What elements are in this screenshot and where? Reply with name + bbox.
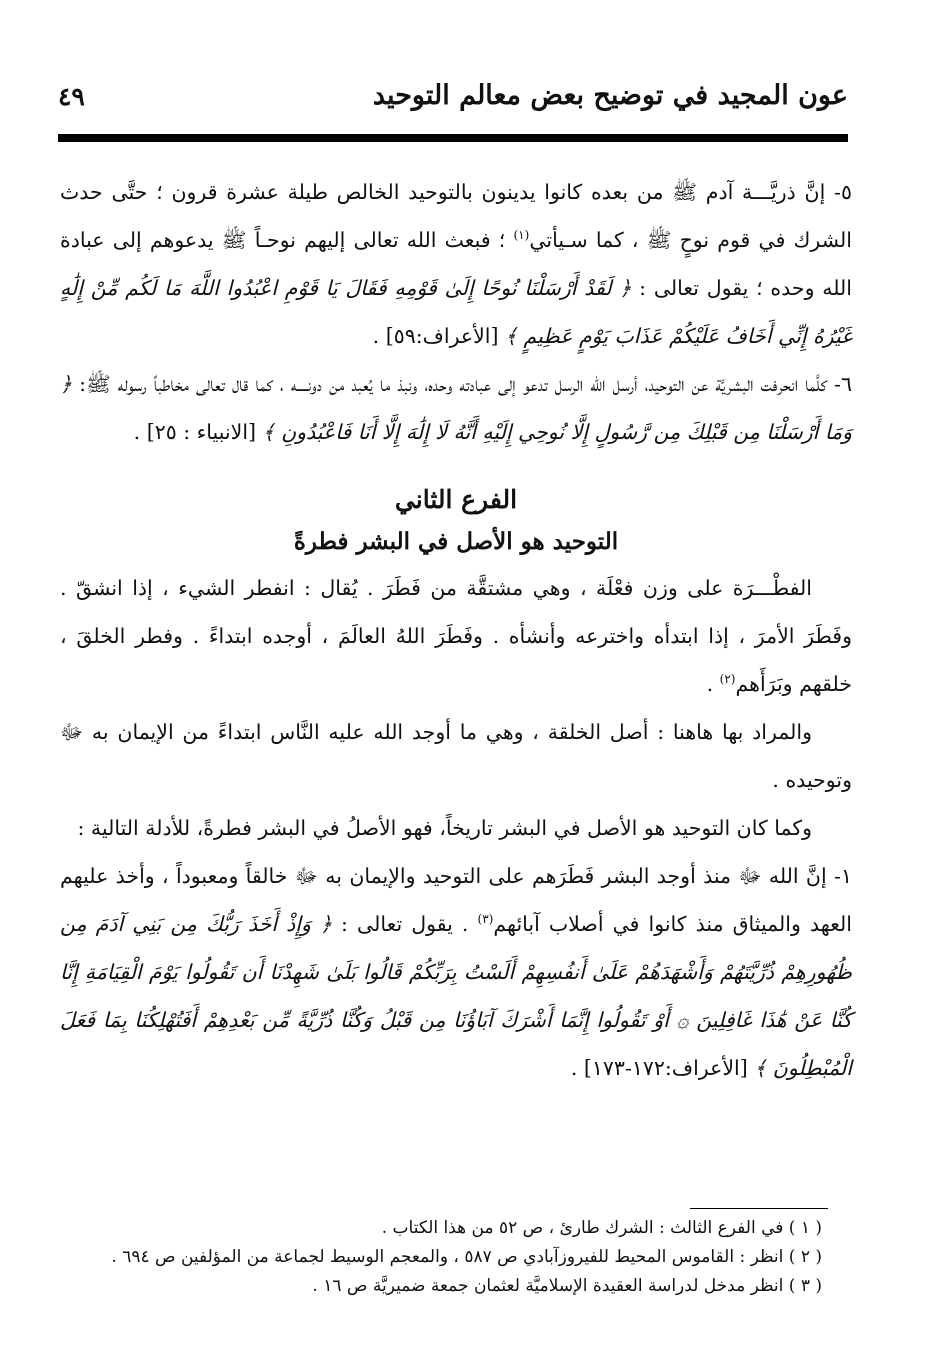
page-header [58,80,848,130]
paragraph-evidence-intro: وكما كان التوحيد هو الأصل في البشر تاريخاً، فهو الأصلُ في البشر فطرةً، للأدلة التالية : [77,816,812,840]
paragraph-text: الفطْـــرَة على وزن فعْلَة ، وهي مشتقَّة من فَطَرَ . يُقال : انفطر الشيء ، إذا انشقّ . وفَطَرَ الأمرَ ، إذا ابتدأه واخترعه وأنشأه . وفَطَرَ اللهُ العالَمَ ، أوجده ابتداءً . وفطر الخلقَ ، خلقهم وبَرَأَهم [60,576,852,696]
item-text: ؛ فبعث الله تعالى إليهم نوحـاً ﷺ يدعوهم إلى عبادة الله وحده ؛ يقول تعالى : [60,228,852,300]
item-number: ١- [834,864,852,888]
footnote-marker[interactable]: (١) [513,228,530,243]
quran-verse: ﴿ لَقَدْ أَرْسَلْنَا نُوحًا إِلَىٰ قَوْمِهِ فَقَالَ يَا قَوْمِ اعْبُدُوا اللَّهَ مَا لَكُم مِّنْ إِلَٰهٍ غَيْرُهُ إِنِّي أَخَافُ عَلَيْكُمْ عَذَابَ يَوْمٍ عَظِيمٍ ﴾ [60,276,852,348]
list-item-5 [60,168,852,360]
list-item-6 [60,360,852,456]
section-subtitle: التوحيد هو الأصل في البشر فطرةً [293,528,619,555]
verse-reference: [الانبياء : ٢٥] . [133,420,257,444]
item-text: إنَّ ذريَّـــة آدم ﷺ من بعده كانوا يدينون بالتوحيد الخالص طيلة عشرة قرون ؛ حتَّى حدث الشرك في قوم نوحٍ ﷺ ، كما سـيأتي [60,180,852,252]
section-title: الفرع الثاني [394,485,518,514]
paragraph-meaning: والمراد بها هاهنا : أصل الخلقة ، وهي ما أوجد الله عليه النَّاس ابتداءً من الإيمان به ﷻ وتوحيده . [60,720,852,792]
footnote-2: ( ٢ ) انظر : القاموس المحيط للفيروزآبادي ص ٥٨٧ ، والمعجم الوسيط لجماعة من المؤلفين ص ٦٩٤ . [111,1247,822,1267]
footnote-marker[interactable]: (٣) [477,912,494,927]
verse-reference: [الأعراف:١٧٢-١٧٣] . [570,1056,748,1080]
quran-verse: ﴿ وَمَا أَرْسَلْنَا مِن قَبْلِكَ مِن رَّسُولٍ إِلَّا نُوحِي إِلَيْهِ أَنَّهُ لَا إِلَٰهَ إِلَّا أَنَا فَاعْبُدُونِ ﴾ [60,372,852,444]
item-text: إنَّ الله ﷻ منذ أوجد البشر فَطَرَهم على التوحيد والإيمان به ﷻ خالقاً ومعبوداً ، وأخذ عليهم العهد والميثاق منذ كانوا في أصلاب آبائهم [60,864,852,936]
footnote-3: ( ٣ ) انظر مدخل لدراسة العقيدة الإسلاميَّة لعثمان جمعة ضميريَّة ص ١٦ . [312,1276,822,1296]
verse-reference: [الأعراف:٥٩] . [372,324,499,348]
footnote-1: ( ١ ) في الفرع الثالث : الشرك طارئ ، ص ٥٢ من هذا الكتاب . [381,1218,822,1238]
item-number: ٦- [834,372,852,396]
quran-verse: ﴿ وَإِذْ أَخَذَ رَبُّكَ مِن بَنِي آدَمَ مِن ظُهُورِهِمْ ذُرِّيَّتَهُمْ وَأَشْهَدَهُمْ عَلَىٰ أَنفُسِهِمْ أَلَسْتُ بِرَبِّكُمْ قَالُوا بَلَىٰ شَهِدْنَا أَن تَقُولُوا يَوْمَ الْقِيَامَةِ إِنَّا كُنَّا عَنْ هَٰذَا غَافِلِينَ ۞ أَوْ تَقُولُوا إِنَّمَا أَشْرَكَ آبَاؤُنَا مِن قَبْلُ وَكُنَّا ذُرِّيَّةً مِّن بَعْدِهِمْ أَفَتُهْلِكُنَا بِمَا فَعَلَ الْمُبْطِلُونَ ﴾ [60,912,852,1080]
item-text: . يقول تعالى : [341,912,469,936]
page-body [60,168,852,1092]
header-rule [58,134,848,142]
item-text: كلَّما انحرفت البشريَّة عن التوحيد، أرسل الله الرسل تدعو إلى عبادته وحده، ونبذ ما يُعبد من دونــــه ، كما قال تعالى مخاطباً رسوله ﷺ: [79,372,827,396]
footnote-marker[interactable]: (٢) [719,672,736,687]
item-number: ٥- [834,180,852,204]
list-item-1 [60,852,852,1092]
page-number: ٤٩ [58,82,85,111]
footnotes [60,1214,822,1301]
paragraph-fitra-definition [60,564,852,708]
paragraph-text: . [706,672,714,696]
footnote-separator [690,1208,828,1209]
running-title: عون المجيد في توضيح بعض معالم التوحيد [372,80,848,111]
